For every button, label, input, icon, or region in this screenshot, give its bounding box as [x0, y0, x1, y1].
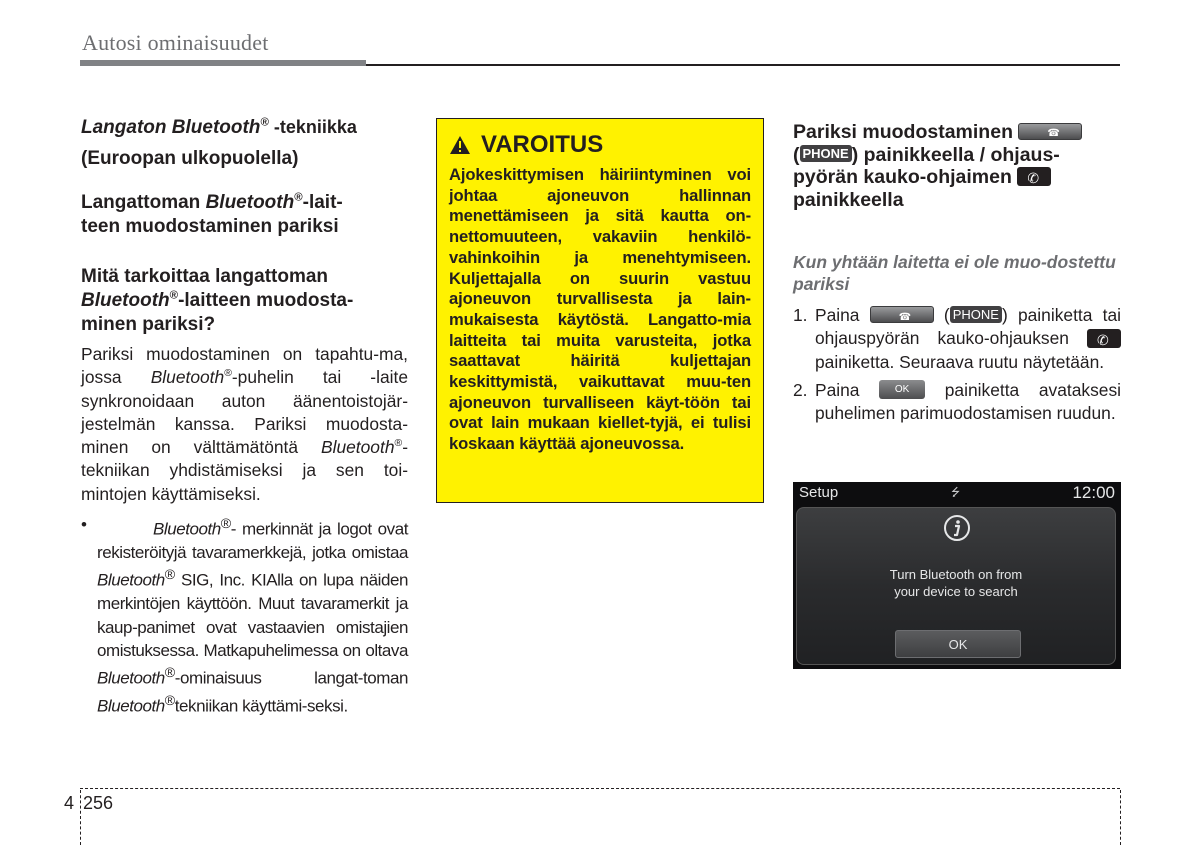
step-2-text [815, 379, 1121, 426]
region-note: (Euroopan ulkopuolella) [81, 148, 299, 169]
phone-button-icon: ☎ [1018, 123, 1082, 140]
trademark-bullet [81, 513, 408, 718]
section-title: Autosi ominaisuudet [82, 30, 269, 55]
pairing-heading [81, 191, 408, 239]
warning-box [436, 118, 764, 503]
screen-message-line1: Turn Bluetooth on from [889, 567, 1023, 582]
registered-mark: ® [294, 191, 303, 204]
page-number [64, 793, 113, 814]
phone-pairing-heading [793, 121, 1121, 211]
registered-mark: ® [394, 438, 403, 450]
column-left [81, 115, 408, 718]
question-line1: Mitä tarkoittaa langattoman [81, 266, 329, 287]
footer-rule [80, 788, 1120, 789]
bullet-mark: • [81, 515, 87, 535]
p1-a: Pariksi muodostaminen on tapahtu-ma, jossa [81, 344, 408, 388]
pairing-heading-line2: teen muodostaminen pariksi [81, 216, 339, 237]
warning-title: VAROITUS [481, 131, 604, 158]
step-2-a: Paina [815, 379, 880, 400]
step-2-b: painiketta avataksesi puhelimen parimuodostamisen ruudun. [815, 379, 1122, 424]
registered-mark: ® [164, 567, 175, 584]
b-bluetooth-3: Bluetooth [97, 668, 165, 688]
p1-bluetooth-2: Bluetooth [321, 437, 395, 458]
title-suffix: -tekniikka [268, 117, 357, 137]
no-device-heading: Kun yhtään laitetta ei ole muo-dostettu pariksi [793, 252, 1116, 294]
ok-button-icon: OK [879, 380, 925, 399]
heading-c: painikkeella [793, 188, 904, 211]
p1-e: -tekniikan yhdistämiseksi ja sen toi-mintojen käyttämiseksi. [81, 437, 408, 504]
registered-mark: ® [169, 289, 179, 302]
step-1-open: ( [933, 305, 950, 325]
b-text-2: SIG, Inc. KIAlla on lupa näiden merkintöjen käyttöön. Muut tavaramerkit ja kaup-panimet ovat vastaavien omistajien omistuksessa. Matkapuhelimessa on oltava [97, 570, 408, 660]
step-1 [793, 304, 1121, 374]
p1-c: -puhelin tai -laite synkronoidaan auton äänentoistojär-jestelmän kanssa. Pariksi muodosta-minen on välttämätöntä [81, 367, 408, 458]
registered-mark: ® [224, 368, 232, 380]
chapter-number: 4 [64, 793, 75, 813]
trademark-text [97, 513, 408, 718]
screen-clock: 12:00 [1072, 483, 1115, 502]
header-rule-thick [80, 60, 366, 66]
setup-screen-illustration [793, 482, 1121, 669]
screen-message [797, 566, 1115, 600]
b-text-1: - merkinnät ja logot ovat rekisteröityjä tavaramerkkejä, jotka omistaa [97, 519, 408, 563]
pairing-heading-bluetooth: Bluetooth [205, 192, 295, 213]
step-1-text [815, 304, 1121, 374]
title-italic: Langaton Bluetooth [81, 117, 261, 138]
step-2 [793, 379, 1121, 426]
screen-message-line2: your device to search [894, 584, 1018, 599]
warning-text: Ajokeskittymisen häiriintyminen voi johtaa ajoneuvon hallinnan menettämiseen ja sitä kautta on-nettomuuteen, vakaviin henkilö-vahinkoihin ja menehtymiseen. Kuljettajalla on suurin vastuu ajoneuvon turvallisesta ja lain-mukaisesta käytöstä. Langatto-mia laitteita tai muita varusteita, jotka saattavat häiritä kuljettajan keskittymistä, vaikuttavat muu-ten ajoneuvon turvalliseen käyt-töön tai ovat lain mukaan kiellet-tyjä, ei tulisi koskaan käyttää ajoneuvossa. [449, 165, 751, 454]
warning-triangle-icon [449, 135, 471, 155]
registered-mark: ® [220, 516, 231, 533]
step-1-number: 1. [793, 305, 808, 325]
question-line3: minen pariksi? [81, 314, 216, 335]
pairing-heading-a: Langattoman [81, 192, 206, 213]
step-2-number: 2. [793, 379, 808, 400]
screen-title: Setup [799, 484, 839, 501]
warning-title-row [449, 131, 751, 159]
screen-dialog [796, 507, 1116, 665]
step-1-c: painiketta. Seuraava ruutu näytetään. [815, 351, 1105, 372]
column-right [793, 121, 1121, 425]
bluetooth-title [81, 115, 408, 140]
b-text-4: tekniikan käyttämi-seksi. [174, 696, 348, 716]
question-heading [81, 265, 408, 337]
screen-ok-button[interactable]: OK [895, 630, 1021, 658]
heading-b: ) painikkeella / ohjaus-pyörän kauko-ohjaimen [793, 143, 1060, 188]
registered-mark: ® [164, 665, 175, 682]
question-line2: -laitteen muodosta- [178, 290, 354, 311]
header-rule-thin [366, 64, 1120, 66]
pairing-explanation [81, 343, 408, 506]
step-1-b: ) painiketta tai ohjauspyörän kauko-ohjauksen [815, 305, 1121, 349]
usb-icon: ⭍ [951, 487, 961, 499]
footer-divider-right [1120, 790, 1121, 845]
question-bluetooth: Bluetooth [81, 290, 170, 311]
registered-mark: ® [260, 116, 269, 129]
screen-status-bar [793, 482, 1121, 504]
p1-bluetooth: Bluetooth [150, 367, 225, 388]
registered-mark: ® [164, 693, 175, 710]
phone-label-icon: PHONE [800, 145, 852, 162]
step-1-a: Paina [815, 305, 870, 325]
phone-button-icon: ☎ [870, 306, 934, 323]
handset-button-icon: ✆ [1087, 329, 1121, 348]
phone-label-icon: PHONE [950, 306, 1002, 323]
b-bluetooth-4: Bluetooth [97, 696, 165, 716]
b-text-3: -ominaisuus langat-toman [174, 668, 408, 688]
info-icon [943, 514, 971, 542]
heading-open: ( [793, 143, 800, 166]
handset-button-icon: ✆ [1017, 167, 1051, 186]
heading-a: Pariksi muodostaminen [793, 121, 1019, 143]
page-number-value: 256 [83, 793, 114, 813]
b-bluetooth: Bluetooth [153, 519, 221, 539]
b-bluetooth-2: Bluetooth [97, 570, 165, 590]
pairing-heading-c: -lait- [302, 192, 343, 213]
